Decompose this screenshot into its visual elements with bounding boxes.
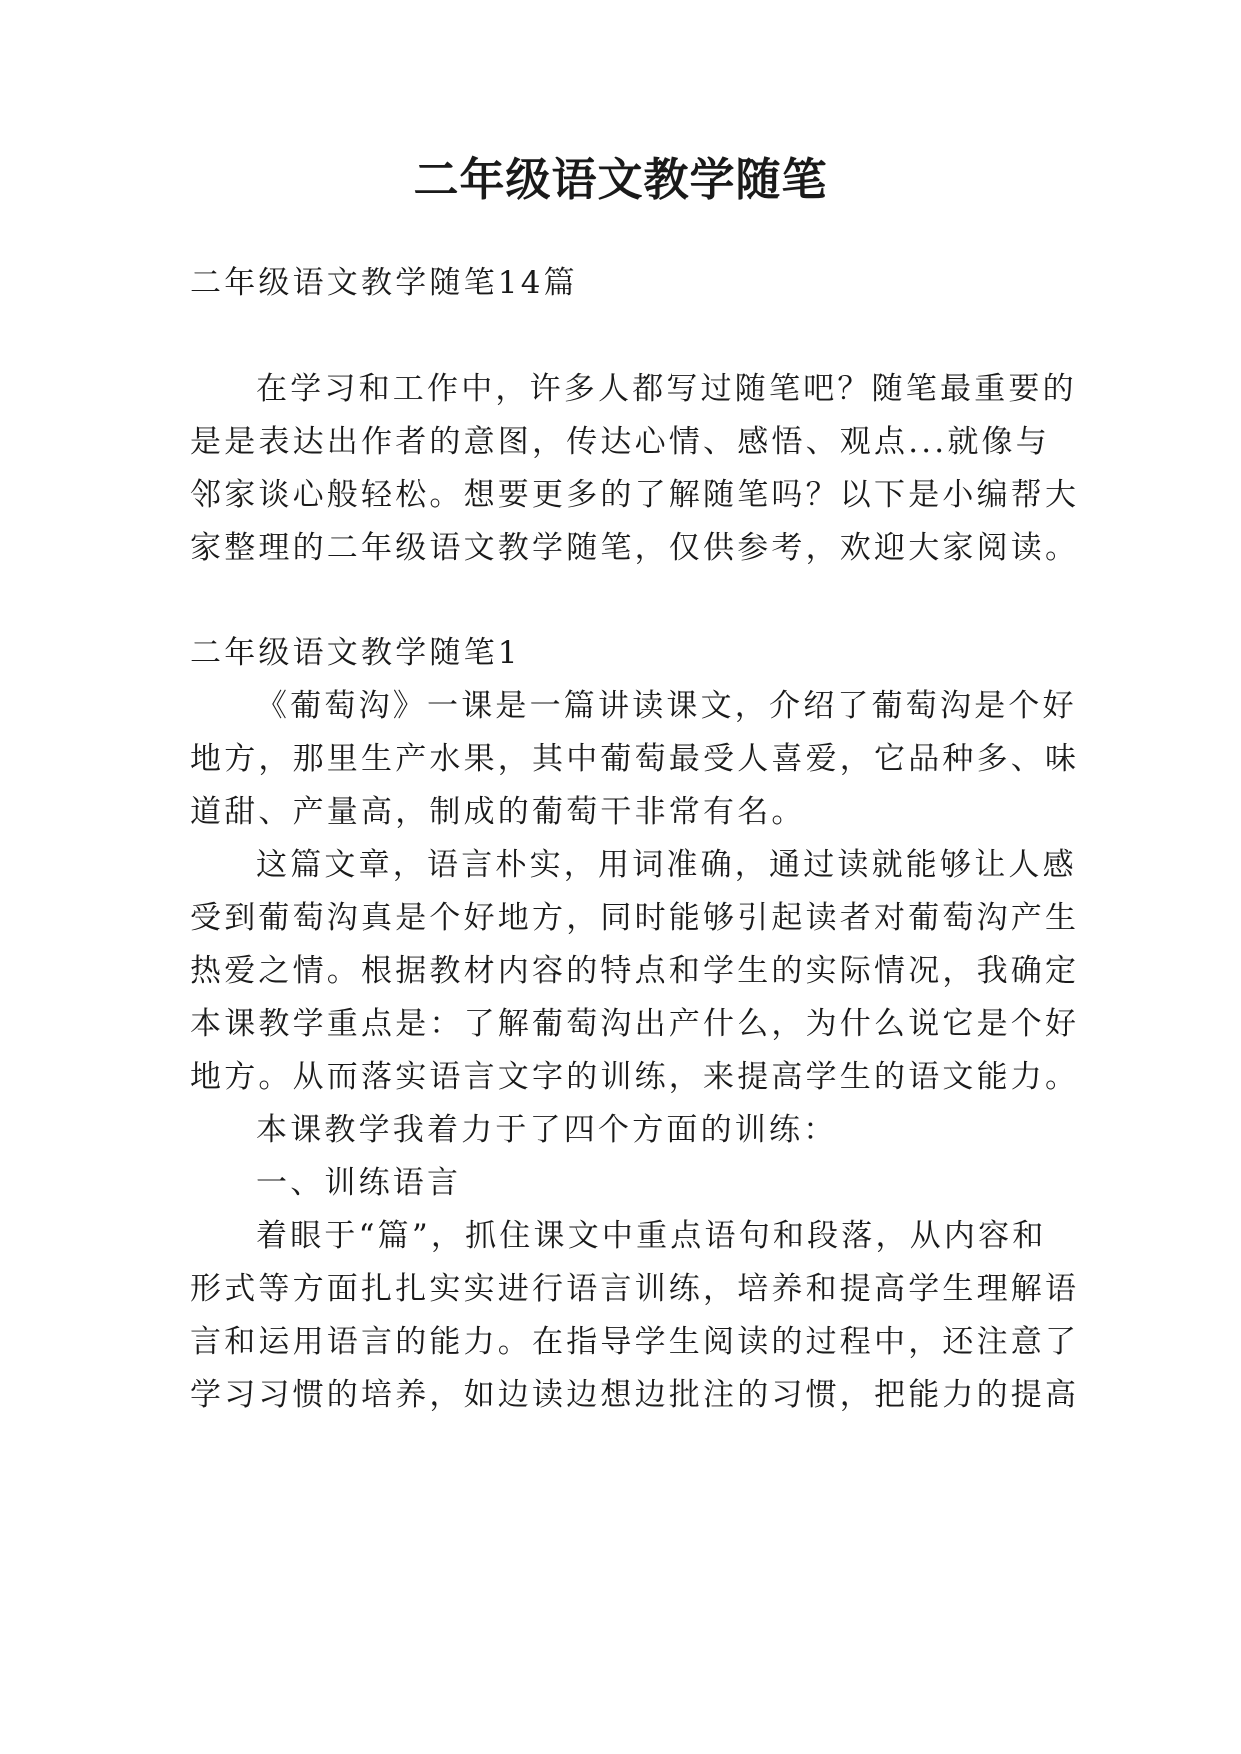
paragraph-line: 《葡萄沟》一课是一篇讲读课文，介绍了葡萄沟是个好 xyxy=(256,688,1077,724)
paragraph-line: 形式等方面扎扎实实进行语言训练，培养和提高学生理解语 xyxy=(190,1271,1080,1307)
paragraph-line: 受到葡萄沟真是个好地方，同时能够引起读者对葡萄沟产生 xyxy=(190,900,1080,936)
document-subtitle: 二年级语文教学随笔14篇 xyxy=(190,265,578,301)
paragraph-line: 地方，那里生产水果，其中葡萄最受人喜爱，它品种多、味 xyxy=(190,741,1080,777)
paragraph-line: 言和运用语言的能力。在指导学生阅读的过程中，还注意了 xyxy=(190,1324,1080,1360)
paragraph-line: 本课教学我着力于了四个方面的训练： xyxy=(256,1112,838,1148)
intro-line-4: 家整理的二年级语文教学随笔，仅供参考，欢迎大家阅读。 xyxy=(190,530,1080,566)
document-title: 二年级语文教学随笔 xyxy=(413,153,828,206)
intro-line-1: 在学习和工作中，许多人都写过随笔吧？随笔最重要的 xyxy=(256,371,1077,407)
paragraph-line: 地方。从而落实语言文字的训练，来提高学生的语文能力。 xyxy=(190,1059,1080,1095)
paragraph-line: 着眼于“篇”，抓住课文中重点语句和段落，从内容和 xyxy=(256,1218,1047,1254)
paragraph-line: 本课教学重点是：了解葡萄沟出产什么，为什么说它是个好 xyxy=(190,1006,1080,1042)
subsection-heading: 一、训练语言 xyxy=(256,1165,462,1201)
intro-line-3: 邻家谈心般轻松。想要更多的了解随笔吗？以下是小编帮大 xyxy=(190,477,1080,513)
section-heading: 二年级语文教学随笔1 xyxy=(190,635,521,671)
paragraph-line: 热爱之情。根据教材内容的特点和学生的实际情况，我确定 xyxy=(190,953,1080,989)
paragraph-line: 道甜、产量高，制成的葡萄干非常有名。 xyxy=(190,794,806,830)
paragraph-line: 这篇文章，语言朴实，用词准确，通过读就能够让人感 xyxy=(256,847,1077,883)
intro-line-2: 是是表达出作者的意图，传达心情、感悟、观点...就像与 xyxy=(190,424,1050,460)
paragraph-line: 学习习惯的培养，如边读边想边批注的习惯，把能力的提高 xyxy=(190,1377,1080,1413)
